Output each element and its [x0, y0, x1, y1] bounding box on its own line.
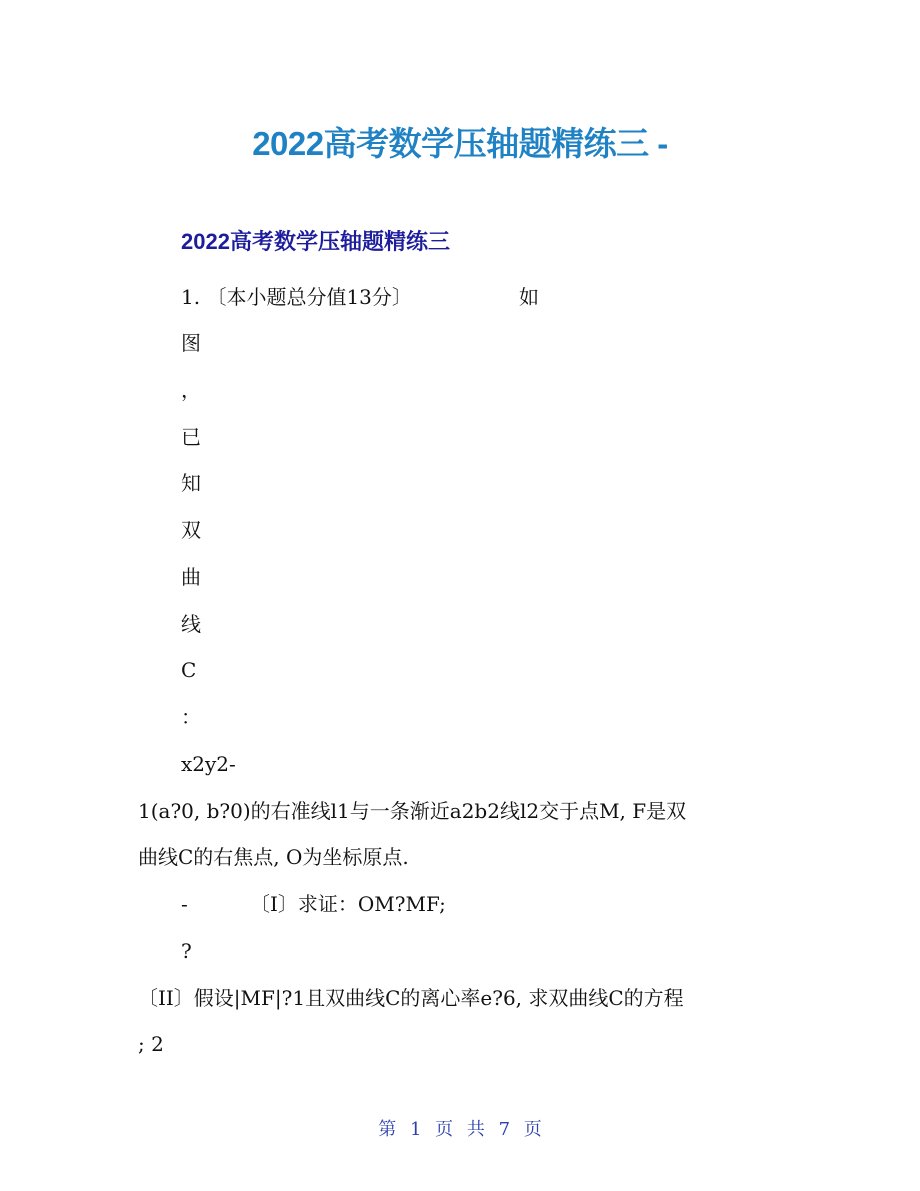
- page-footer: 第 1 页 共 7 页: [378, 1119, 542, 1140]
- list-dash: -: [181, 892, 188, 916]
- vertical-char: 双: [181, 518, 201, 542]
- document-title: 2022高考数学压轴题精练三 -: [252, 125, 668, 162]
- problem-part-2: 〔II〕假设|MF|?1且双曲线C的离心率e?6, 求双曲线C的方程: [138, 986, 684, 1010]
- vertical-char: ，: [181, 378, 201, 402]
- problem-line: 曲线C的右焦点, O为坐标原点.: [138, 845, 409, 869]
- vertical-char: 线: [181, 612, 201, 636]
- problem-header: 1. 〔本小题总分值13分〕: [181, 285, 412, 309]
- vertical-char: 曲: [181, 565, 201, 589]
- vertical-char: ：: [181, 705, 201, 729]
- problem-text-ru: 如: [519, 285, 539, 309]
- problem-part-1: 〔I〕求证：OM?MF;: [250, 892, 446, 916]
- formula-fragment: x2y2-: [181, 752, 236, 776]
- vertical-char: 图: [181, 331, 201, 355]
- vertical-char: 已: [181, 425, 201, 449]
- question-mark: ?: [181, 939, 192, 963]
- vertical-char: C: [181, 658, 197, 682]
- problem-line: ; 2: [138, 1032, 164, 1056]
- vertical-char: 知: [181, 471, 201, 495]
- document-subtitle: 2022高考数学压轴题精练三: [181, 229, 450, 254]
- problem-line: 1(a?0, b?0)的右准线l1与一条渐近a2b2线l2交于点M, F是双: [138, 799, 687, 823]
